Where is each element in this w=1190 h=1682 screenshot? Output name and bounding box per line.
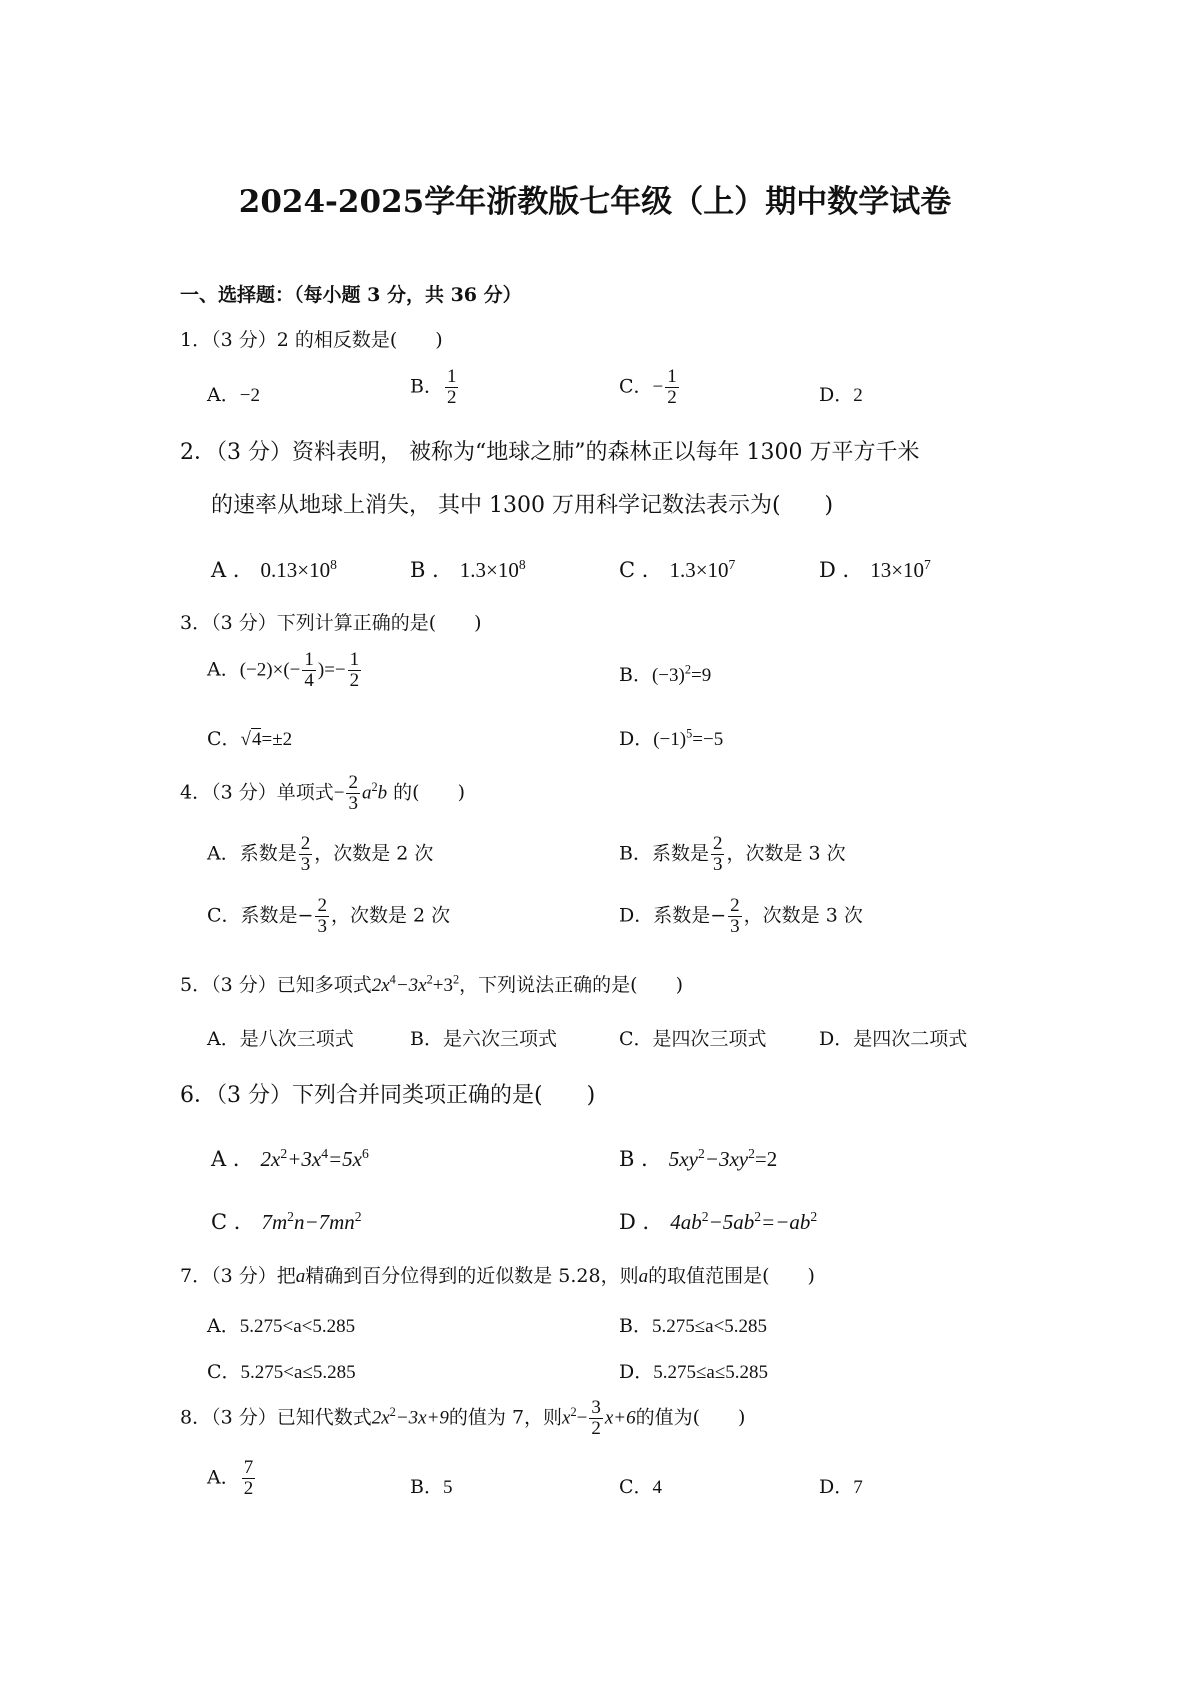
- section-heading: 一、选择题：（每小题 3 分，共 36 分）: [180, 284, 522, 306]
- question-3-stem: 3．（3 分）下列计算正确的是( ): [180, 612, 482, 634]
- q1-option-d[interactable]: D．2: [819, 384, 863, 406]
- q7-option-a[interactable]: A．5.275<a<5.285: [207, 1315, 356, 1337]
- option-letter: C．: [619, 375, 653, 398]
- question-8-stem: 8．（3 分）已知代数式$2x^2-3x+9$的值为 7，则$x^2-$ $\frac{3}{2}$ x+6的值为( ): [180, 1397, 746, 1439]
- q2-option-b[interactable]: B ． $1.3\times 10^8$: [410, 556, 526, 582]
- q2-option-d[interactable]: D ． $13\times 10^7$: [819, 556, 931, 582]
- question-6-stem: 6．（3 分）下列合并同类项正确的是( ): [180, 1083, 596, 1108]
- q5-option-a[interactable]: A．是八次三项式: [207, 1028, 354, 1050]
- q7-option-b[interactable]: B．5.275≤a<5.285: [619, 1315, 768, 1337]
- q4-option-c[interactable]: C．系数是− $\frac{2}{3}$ ，次数是 2 次: [207, 895, 451, 937]
- question-7-stem: 7．（3 分）把a精确到百分位得到的近似数是 5.28，则a的取值范围是( ): [180, 1265, 815, 1287]
- q7-option-c[interactable]: C．5.275<a≤5.285: [207, 1361, 356, 1383]
- q2-option-c[interactable]: C ． $1.3\times 10^7$: [619, 556, 736, 582]
- option-value: −2: [239, 385, 260, 406]
- q6-option-b[interactable]: B ． $5xy^2-3xy^2=2$: [619, 1145, 778, 1171]
- option-letter: A．: [207, 384, 240, 406]
- q8-option-d[interactable]: D．7: [819, 1476, 863, 1498]
- q3-option-d[interactable]: D．$(-1)^5=-5$: [619, 726, 724, 750]
- q5-option-b[interactable]: B．是六次三项式: [410, 1028, 557, 1050]
- q6-option-a[interactable]: A ． $2x^2+3x^4=5x^6$: [211, 1145, 369, 1171]
- q6-option-c[interactable]: C ． $7m^2n-7mn^2$: [211, 1208, 362, 1234]
- fraction: $\frac{1}{2}$: [446, 366, 457, 408]
- q1-option-a[interactable]: [207, 380, 260, 407]
- page-title: 2024-2025学年浙教版七年级（上）期中数学试卷: [238, 184, 952, 220]
- q8-option-a[interactable]: A． $\frac{7}{2}$: [207, 1457, 254, 1499]
- q5-option-d[interactable]: D．是四次二项式: [819, 1028, 968, 1050]
- q4-option-d[interactable]: D．系数是− $\frac{2}{3}$ ，次数是 3 次: [619, 895, 863, 937]
- q5-option-c[interactable]: C．是四次三项式: [619, 1028, 767, 1050]
- option-letter: D．: [819, 384, 854, 406]
- q3-option-b[interactable]: B．$(-3)^2=9$: [619, 662, 712, 686]
- question-2-line2: 的速率从地球上消失， 其中 1300 万用科学记数法表示为( ): [211, 493, 834, 518]
- option-letter: B．: [410, 375, 443, 398]
- q2-option-a[interactable]: A ． $0.13\times 10^8$: [211, 556, 337, 582]
- q7-option-d[interactable]: D．5.275≤a≤5.285: [619, 1361, 769, 1383]
- q4-option-a[interactable]: A．系数是 $\frac{2}{3}$ ，次数是 2 次: [207, 833, 434, 875]
- q6-option-d[interactable]: D ． $4ab^2-5ab^2=-ab^2$: [619, 1208, 818, 1234]
- q4-option-b[interactable]: B．系数是 $\frac{2}{3}$ ，次数是 3 次: [619, 833, 846, 875]
- q3-option-a[interactable]: A．(−2)×(− $\frac{1}{4}$ )=− $\frac{1}{2}$: [207, 649, 360, 691]
- q8-option-c[interactable]: C．4: [619, 1476, 663, 1498]
- question-2-line1: 2．（3 分）资料表明， 被称为“地球之肺”的森林正以每年 1300 万平方千米: [180, 440, 920, 465]
- q3-option-c[interactable]: C．√4=±2: [207, 728, 293, 750]
- q1-option-b[interactable]: [410, 367, 460, 408]
- q8-option-b[interactable]: B．5: [410, 1476, 453, 1498]
- question-4-stem: 4．（3 分）单项式− $\frac{2}{3}$ $a^2b$ 的( ): [180, 772, 465, 814]
- q1-option-c[interactable]: C．− $\frac{1}{2}$: [619, 366, 677, 408]
- fraction: $\frac{1}{2}$: [667, 366, 677, 408]
- question-1-stem: 1．（3 分）2 的相反数是( ): [180, 329, 443, 351]
- question-5-stem: 5．（3 分）已知多项式$2x^4-3x^2+3^2$，下列说法正确的是( ): [180, 972, 683, 996]
